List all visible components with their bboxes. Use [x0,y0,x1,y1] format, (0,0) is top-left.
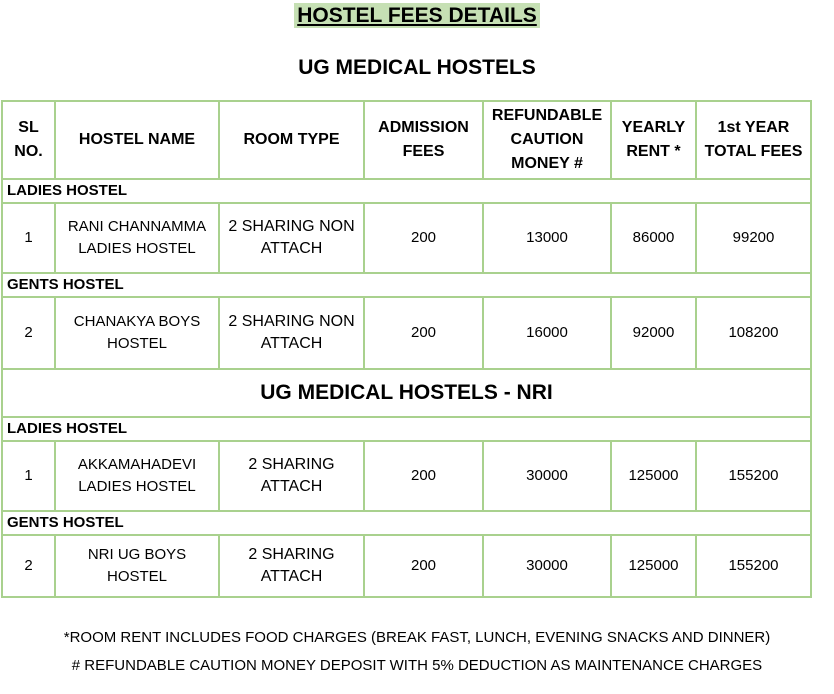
header-room-type: ROOM TYPE [219,101,364,179]
page-title-wrap [0,4,834,28]
cell-sl: 1 [2,441,55,511]
cell-sl: 2 [2,297,55,369]
header-yearly-rent: YEARLY RENT * [611,101,696,179]
cell-caution-money: 13000 [483,203,611,273]
section-label-ug-gents: GENTS HOSTEL [2,273,811,297]
cell-room-type: 2 SHARING NON ATTACH [219,203,364,273]
header-hostel-name: HOSTEL NAME [55,101,219,179]
section-row [2,179,811,203]
cell-caution-money: 16000 [483,297,611,369]
footnotes [0,624,834,680]
section-label-nri-gents: GENTS HOSTEL [2,511,811,535]
header-caution-money: REFUNDABLE CAUTION MONEY # [483,101,611,179]
cell-room-type: 2 SHARING NON ATTACH [219,297,364,369]
cell-total-fees: 155200 [696,535,811,597]
table-row [2,203,811,273]
cell-hostel-name: AKKAMAHADEVI LADIES HOSTEL [55,441,219,511]
nri-title-row [2,369,811,417]
section-title-nri: UG MEDICAL HOSTELS - NRI [2,369,811,417]
cell-caution-money: 30000 [483,441,611,511]
cell-caution-money: 30000 [483,535,611,597]
cell-admission-fees: 200 [364,535,483,597]
table-row [2,535,811,597]
cell-admission-fees: 200 [364,203,483,273]
cell-hostel-name: CHANAKYA BOYS HOSTEL [55,297,219,369]
cell-admission-fees: 200 [364,441,483,511]
section-label-ug-ladies: LADIES HOSTEL [2,179,811,203]
section-label-nri-ladies: LADIES HOSTEL [2,417,811,441]
header-admission-fees: ADMISSION FEES [364,101,483,179]
footnote-caution-money: # REFUNDABLE CAUTION MONEY DEPOSIT WITH 5% DEDUCTION AS MAINTENANCE CHARGES [71,657,763,674]
cell-yearly-rent: 92000 [611,297,696,369]
section-row [2,511,811,535]
cell-hostel-name: NRI UG BOYS HOSTEL [55,535,219,597]
cell-yearly-rent: 125000 [611,535,696,597]
cell-yearly-rent: 86000 [611,203,696,273]
table-header-row [2,101,811,179]
cell-sl: 1 [2,203,55,273]
cell-hostel-name: RANI CHANNAMMA LADIES HOSTEL [55,203,219,273]
section-title-ug: UG MEDICAL HOSTELS [298,56,536,79]
section-row [2,273,811,297]
cell-total-fees: 99200 [696,203,811,273]
header-total-fees: 1st YEAR TOTAL FEES [696,101,811,179]
fees-table [1,100,812,598]
section-row [2,417,811,441]
cell-admission-fees: 200 [364,297,483,369]
header-sl: SL NO. [2,101,55,179]
cell-room-type: 2 SHARING ATTACH [219,535,364,597]
table-row [2,441,811,511]
table-row [2,297,811,369]
cell-yearly-rent: 125000 [611,441,696,511]
cell-total-fees: 155200 [696,441,811,511]
cell-room-type: 2 SHARING ATTACH [219,441,364,511]
footnote-room-rent: *ROOM RENT INCLUDES FOOD CHARGES (BREAK FAST, LUNCH, EVENING SNACKS AND DINNER) [63,629,771,646]
page-title: HOSTEL FEES DETAILS [294,3,540,28]
cell-total-fees: 108200 [696,297,811,369]
cell-sl: 2 [2,535,55,597]
